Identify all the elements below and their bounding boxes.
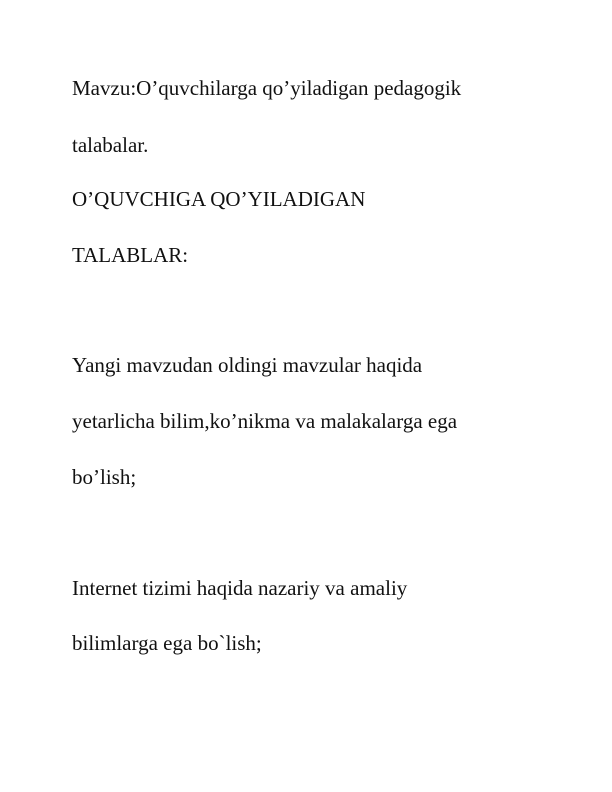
requirement-1-line-3: bo’lish; [72,465,137,489]
topic-title-line-2: talabalar. [72,133,149,157]
requirement-2-line-1: Internet tizimi haqida nazariy va amaliy [72,576,408,600]
section-heading-line-2: TALABLAR: [72,243,189,267]
requirement-1-line-1: Yangi mavzudan oldingi mavzular haqida [72,353,423,377]
requirement-2-line-2: bilimlarga ega bo`lish; [72,631,262,655]
requirement-1-line-2: yetarlicha bilim,ko’nikma va malakalarga ega [72,409,458,433]
topic-title-line-1: Mavzu:O’quvchilarga qo’yiladigan pedagogik [72,76,462,100]
section-heading-line-1: O’QUVCHIGA QO’YILADIGAN [72,187,366,211]
